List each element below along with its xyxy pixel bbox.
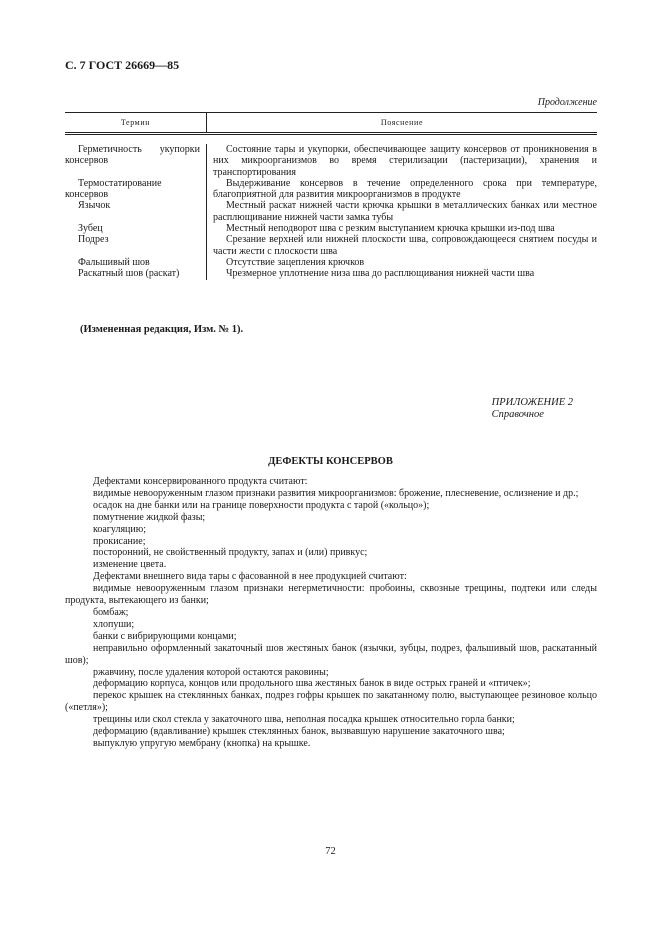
table-row (65, 200, 597, 223)
paragraph: прокисание; (93, 535, 146, 547)
paragraph: помутнение жидкой фазы; (93, 511, 206, 523)
paragraph: бомбаж; (93, 606, 129, 618)
table-row (65, 223, 597, 234)
paragraph: ржавчину, после удаления которой остаются раковины; (93, 666, 329, 678)
paragraph: деформацию (вдавливание) крышек стеклянных банок, вызвавшую нарушение закаточного шва; (93, 726, 505, 738)
paragraph: выпуклую упругую мембрану (кнопка) на крышке. (93, 737, 311, 749)
continuation-label: Продолжение (537, 97, 597, 108)
amendment-note: (Измененная редакция, Изм. № 1). (80, 324, 244, 335)
header-explanation: Пояснение (380, 118, 424, 127)
appendix-title: ПРИЛОЖЕНИЕ 2 (491, 397, 573, 408)
explanation-cell: Состояние тары и укупорки, обеспечивающее защиту консервов от проникновения в них микроорганизмов во время стерилизации (пастеризации), хранения и транспортирования (213, 144, 597, 178)
explanation-cell: Отсутствие зацепления крючков (226, 256, 365, 268)
table-row (65, 234, 597, 257)
term-cell: Подрез (65, 234, 207, 257)
paragraph: деформацию корпуса, концов или продольного шва жестяных банок в виде острых граней и «птичек»; (93, 678, 531, 690)
paragraph: перекос крышек на стеклянных банках, подрез гофры крышек по закатанному полю, выступающее резиновое кольцо («петля»); (65, 690, 597, 714)
header-term: Термин (65, 113, 207, 132)
paragraph: неправильно оформленный закаточный шов жестяных банок (язычки, зубцы, подрез, фальшивый шов, раскатанный шов); (65, 642, 597, 666)
paragraph: банки с вибрирующими концами; (93, 630, 237, 642)
paragraph: Дефектами внешнего вида тары с фасованной в нее продукцией считают: (93, 571, 407, 583)
terms-table (65, 112, 597, 280)
term-cell: Язычок (65, 200, 207, 223)
paragraph: осадок на дне банки или на границе поверхности продукта с тарой («кольцо»); (93, 499, 430, 511)
table-header (65, 113, 597, 135)
page-number: 72 (325, 846, 336, 857)
paragraph: видимые невооруженным глазом признаки развития микроорганизмов: брожение, плесневение, ослизнение и др.; (93, 487, 579, 499)
paragraph: трещины или скол стекла у закаточного шва, неполная посадка крышек относительно горла банки; (93, 714, 515, 726)
appendix-label (492, 397, 573, 421)
paragraph: хлопуши; (93, 618, 135, 630)
term-cell: Термостатирование консервов (65, 178, 207, 201)
paragraph: изменение цвета. (93, 559, 167, 571)
paragraph: коагуляцию; (93, 523, 146, 535)
appendix-subtitle: Справочное (491, 409, 544, 420)
table-row (65, 257, 597, 268)
table-body (65, 135, 597, 280)
explanation-cell: Срезание верхней или нижней плоскости шва, сопровождающееся снятием посуды и части жести с плоскости шва (213, 234, 597, 257)
explanation-cell: Выдерживание консервов в течение определенного срока при температуре, благоприятной для развития микроорганизмов в продукте (213, 177, 597, 201)
table-row (65, 135, 597, 178)
paragraph: Дефектами консервированного продукта считают: (93, 476, 308, 487)
paragraph: видимые невооруженным глазом признаки негерметичности: пробоины, сквозные трещины, подтеки или следы продукта, вытекающего из банки; (65, 583, 597, 607)
explanation-cell: Чрезмерное уплотнение низа шва до расплющивания нижней части шва (226, 268, 535, 280)
term-cell: Фальшивый шов (65, 257, 207, 268)
section-title: ДЕФЕКТЫ КОНСЕРВОВ (268, 456, 393, 467)
table-row (65, 178, 597, 201)
page-header: С. 7 ГОСТ 26669—85 (65, 58, 180, 72)
term-cell: Герметичность укупорки консервов (65, 144, 207, 178)
body-text (65, 476, 597, 750)
term-cell: Зубец (65, 223, 207, 234)
paragraph: посторонний, не свойственный продукту, запах и (или) привкус; (93, 547, 368, 559)
table-row (65, 268, 597, 279)
term-cell: Раскатный шов (раскат) (65, 268, 207, 279)
explanation-cell: Местный неподворот шва с резким выступанием крючка крышки из-под шва (226, 223, 555, 235)
explanation-cell: Местный раскат нижней части крючка крышки в металлических банках или местное расплющивание нижней части замка тубы (213, 200, 597, 223)
